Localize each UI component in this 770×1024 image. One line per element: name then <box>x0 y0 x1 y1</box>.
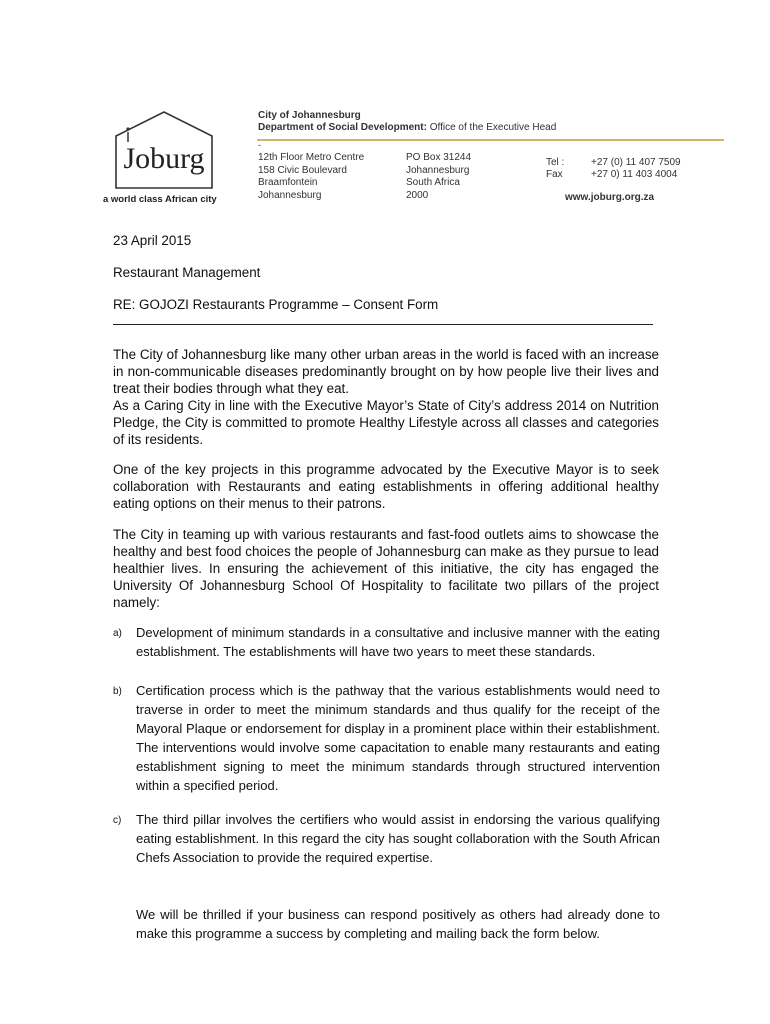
list-item: Certification process which is the pathway that the various establishments would need to traverse in order to meet the minimum standards and thus qualify for the receipt of the Mayoral Plaque or endorsement for display in a prominent place within their establishment. The interventions would involve some capacitation to enable many restaurants and eating establishment signing to meet the minimum standards through structured intervention within a specified period. <box>136 683 660 793</box>
tel-label: Tel : <box>546 157 565 168</box>
department-label: Department of Social Development: <box>258 122 427 133</box>
po-line: South Africa <box>406 177 460 188</box>
list-marker: a) <box>113 628 122 639</box>
address-line: Johannesburg <box>258 189 322 201</box>
address-line: 12th Floor Metro Centre <box>258 152 365 163</box>
tel-value: +27 (0) 11 407 7509 <box>591 157 681 168</box>
logo-wordmark: Joburg <box>123 142 205 175</box>
paragraph: As a Caring City in line with the Executive Mayor’s State of City’s address 2014 on Nutrition Pledge, the City is committed to promote Healthy Lifestyle across all classes and categories of its residents. <box>113 398 659 447</box>
po-line: 2000 <box>406 189 429 201</box>
header-divider <box>257 139 724 141</box>
subject-line: RE: GOJOZI Restaurants Programme – Consent Form <box>113 297 439 312</box>
paragraph: The City of Johannesburg like many other urban areas in the world is faced with an increase in non-communicable diseases predominantly brought on by how people live their lives and treat their bodies through what they eat. <box>113 347 659 396</box>
website-link[interactable]: www.joburg.org.za <box>565 192 655 203</box>
postal-address <box>406 152 471 202</box>
list-item: The third pillar involves the certifiers who would assist in endorsing the various qualifying eating establishment. In this regard the city has sought collaboration with the South African Chefs Association to provide the required expertise. <box>136 812 660 865</box>
list-marker: b) <box>113 686 122 697</box>
fax-value: +27 0) 11 403 4004 <box>591 169 678 180</box>
po-line: PO Box 31244 <box>406 152 472 163</box>
address-line: 158 Civic Boulevard <box>258 164 347 176</box>
subject-rule <box>113 324 653 325</box>
fax-label: Fax <box>546 169 563 180</box>
tagline: a world class African city <box>103 194 217 205</box>
list-marker: c) <box>113 815 122 826</box>
org-name: City of Johannesburg <box>258 110 361 121</box>
header-dash: - <box>258 140 261 150</box>
department-office: Office of the Executive Head <box>429 122 557 133</box>
address-line: Braamfontein <box>258 177 318 188</box>
list-item: Development of minimum standards in a consultative and inclusive manner with the eating establishment. The establishments will have two years to meet these standards. <box>136 625 660 659</box>
paragraph: The City in teaming up with various restaurants and fast-food outlets aims to showcase the healthy and best food choices the people of Johannesburg can make as they pursue to lead healthier lives. In ensuring the achievement of this initiative, the city has engaged the University Of Johannesburg School Of Hospitality to facilitate two pillars of the project namely: <box>113 527 659 610</box>
letter-date: 23 April 2015 <box>113 233 192 248</box>
department-line <box>258 122 556 135</box>
paragraph: One of the key projects in this programme advocated by the Executive Mayor is to seek collaboration with Restaurants and eating establishments in offering additional healthy eating options on their menus to their patrons. <box>113 462 659 511</box>
po-line: Johannesburg <box>406 164 470 176</box>
recipient: Restaurant Management <box>113 265 261 280</box>
joburg-logo <box>112 110 216 190</box>
closing-paragraph: We will be thrilled if your business can respond positively as others had already done to make this programme a success by completing and mailing back the form below. <box>136 907 660 941</box>
street-address <box>258 152 364 202</box>
